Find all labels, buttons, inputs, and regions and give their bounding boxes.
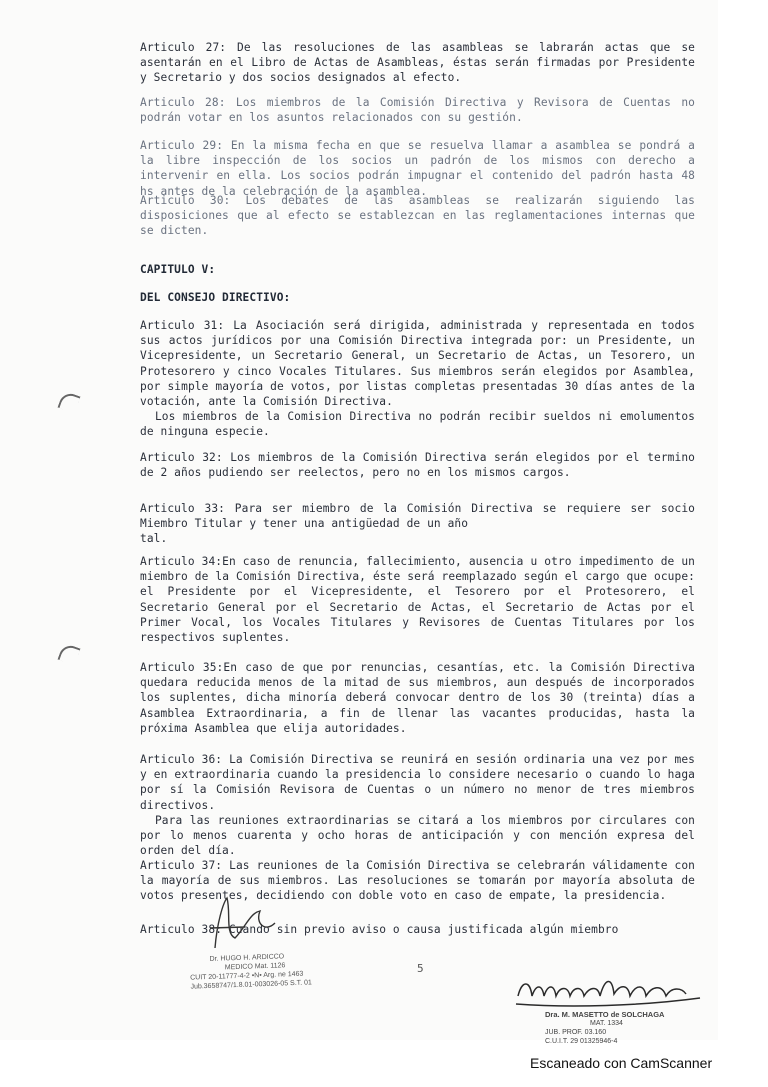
stamp-line: Dr. HUGO H. ARDICCO (209, 953, 285, 963)
article-29: Articulo 29: En la misma fecha en que se resuelva llamar a asamblea se pondrá a la libre inspección de los socios un padrón de los mismos con derecho a intervenir en ella. Los socios podrán impugnar el contenido del padrón hasta 48 hs antes de la celebración de la asamblea. (140, 139, 702, 198)
scanner-watermark: Escaneado con CamScanner (530, 1055, 713, 1071)
right-signature (510, 968, 710, 1013)
article-27: Articulo 27: De las resoluciones de las asambleas se labrarán actas que se asentarán en el Libro de Actas de Asambleas, éstas serán firmadas por Presidente y Secretario y dos socios designados al efecto. (140, 41, 702, 85)
article-28: Articulo 28: Los miembros de la Comisión Directiva y Revisora de Cuentas no podrán votar en los asuntos relacionados con su gestión. (140, 96, 702, 125)
article-32: Articulo 32: Los miembros de la Comisión Directiva serán elegidos por el termino de 2 años pudiendo ser reelectos, pero no en los mismos cargos. (140, 451, 702, 480)
stamp-line: MEDICO Mat. 1126 (224, 962, 286, 972)
section-heading: DEL CONSEJO DIRECTIVO: (140, 291, 291, 304)
article-30: Articulo 30: Los debates de las asambleas se realizarán siguiendo las disposiciones que al efecto se establezcan en las reglamentaciones internas que se dicten. (140, 194, 702, 238)
stamp-line: JUB. PROF. 03.160 (545, 1029, 607, 1036)
chapter-heading: CAPITULO V: (140, 263, 216, 276)
stamp-line: Dra. M. MASETTO de SOLCHAGA (545, 1010, 665, 1019)
article-37: Articulo 37: Las reuniones de la Comisión Directiva se celebrarán válidamente con la mayoría de sus miembros. Las resoluciones se tomarán por mayoría absoluta de votos presentes, decidiendo con doble voto en caso de empate, la presidencia. (140, 859, 702, 903)
article-31: Articulo 31: La Asociación será dirigida, administrada y representada en todos sus actos jurídicos por una Comisión Directiva integrada por: un Presidente, un Vicepresidente, un Secretario General, un Secretario de Actas, un Tesorero, un Protesorero y cinco Vocales Titulares. Sus miembros serán elegidos por Asamblea, por simple mayoría de votos, por listas completas presentadas 30 días antes de la votación, ante la Comisión Directiva. Los miembros de la Comision Directiva no podrán recibir sueldos ni emolumentos de ninguna especie. (140, 319, 696, 439)
stamp-line: Jub.3658747/1.8.01-003026-05 S.T. 01 (190, 979, 313, 991)
stamp-line: C.U.I.T. 29 01325946-4 (545, 1038, 618, 1045)
stamp-line: MAT. 1334 (590, 1020, 623, 1027)
article-38: Articulo 38: Cuando sin previo aviso o causa justificada algún miembro (140, 923, 619, 936)
stamp-line: CUIT 20-11777-4-2 •N• Arg. ne 1463 (190, 970, 304, 982)
punch-hole-mark (57, 642, 80, 665)
article-36: Articulo 36: La Comisión Directiva se reunirá en sesión ordinaria una vez por mes y en extraordinaria cuando la presidencia lo considere necesario o cuando lo haga por sí la Comisión Revisora de Cuentas o un número no menor de tres miembros directivos. Para las reuniones extraordinarias se citará a los miembros por circulares con por lo menos cuarenta y ocho horas de anticipación y con mención expresa del orden del día. (140, 753, 696, 858)
punch-hole-mark (57, 390, 80, 413)
article-35: Articulo 35:En caso de que por renuncias, cesantías, etc. la Comisión Directiva quedara reducida menos de la mitad de sus miembros, aun después de incorporados los suplentes, dicha minoría deberá convocar dentro de los 30 (treinta) días a Asamblea Extraordinaria, a fin de llenar las vacantes producidas, hasta la próxima Asamblea que elija autoridades. (140, 661, 702, 735)
article-34: Articulo 34:En caso de renuncia, fallecimiento, ausencia u otro impedimento de un miembro de la Comisión Directiva, éste será reemplazado según el cargo que ocupe: el Presidente por el Vicepresidente, el Tesorero por el Protesorero, el Secretario General por el Secretario de Actas, el Secretario de Actas por el Primer Vocal, los Vocales Titulares y Revisores de Cuentas Titulares por los respectivos suplentes. (140, 555, 702, 645)
page-number: 5 (417, 962, 424, 975)
article-33: Articulo 33: Para ser miembro de la Comisión Directiva se requiere ser socio Miembro Titular y tener una antigüedad de un año tal. (140, 502, 695, 546)
doctor-stamp (189, 950, 340, 991)
signatory-stamp (545, 1010, 695, 1046)
